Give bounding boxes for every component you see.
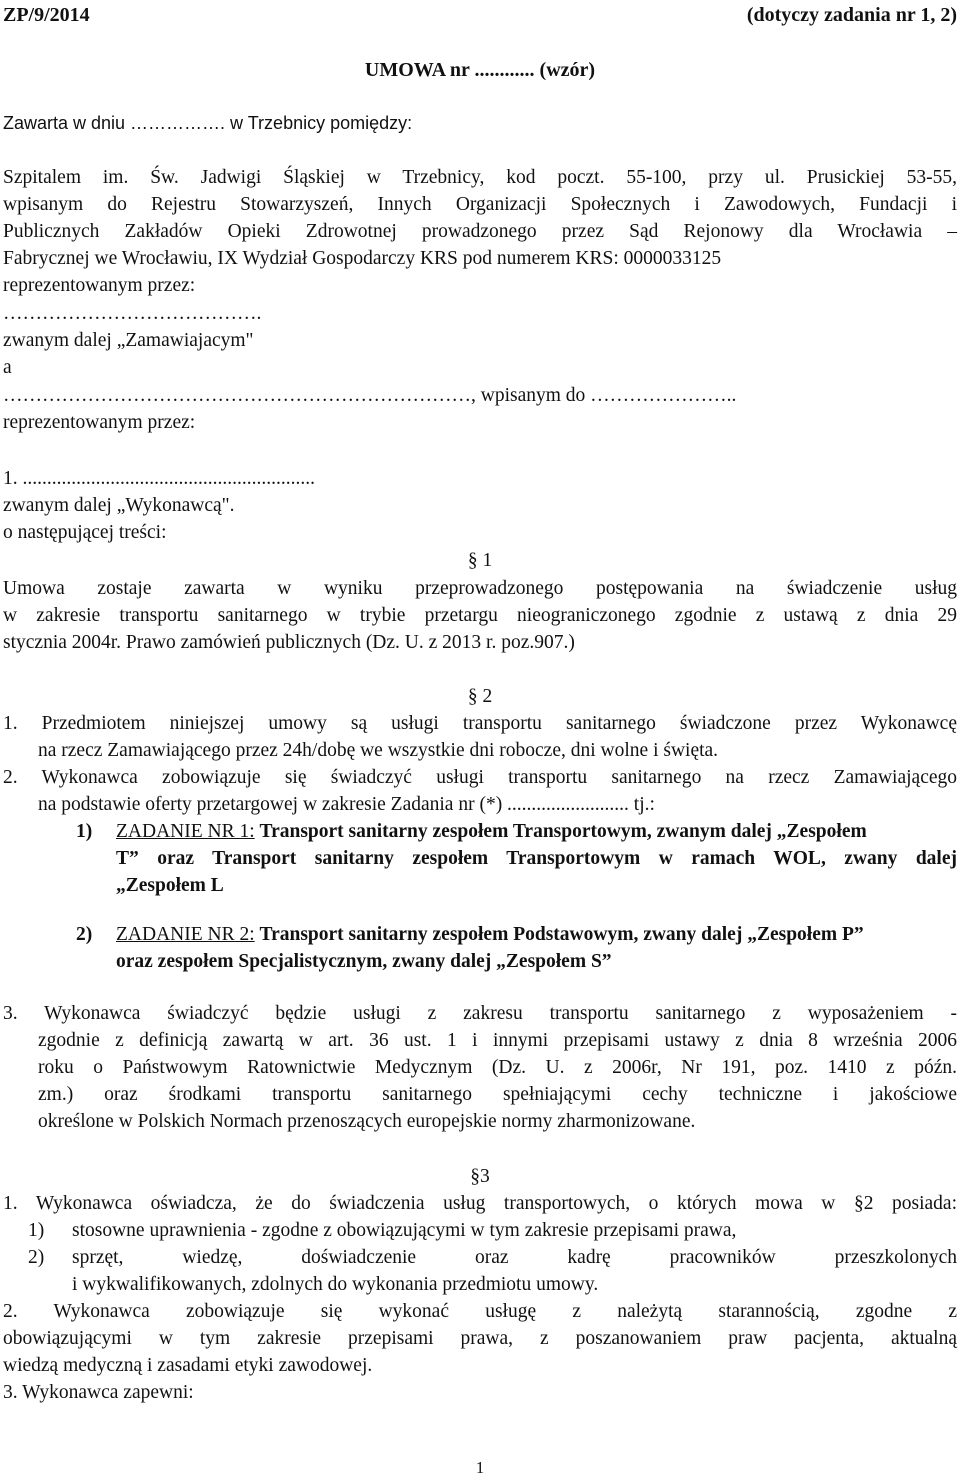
representative-label: reprezentowanym przez: (3, 412, 196, 433)
task-1-line (116, 819, 957, 845)
representative-label: reprezentowanym przez: (3, 275, 196, 296)
ordering-party-alias: zwanym dalej „Zamawiajacym" (3, 330, 254, 351)
section-1-line: stycznia 2004r. Prawo zamówień publicznych (Dz. U. z 2013 r. poz.907.) (3, 632, 575, 653)
party1-line: wpisanym do Rejestru Stowarzyszeń, Innych Organizacji Społecznych i Zawodowych, Fundacji i (3, 194, 957, 215)
section-3-item-2: i wykwalifikowanych, zdolnych do wykonania przedmiotu umowy. (72, 1274, 599, 1295)
section-2-paragraph-3: określone w Polskich Normach przenoszących europejskie normy zharmonizowane. (38, 1111, 696, 1132)
task-1-description: T” oraz Transport sanitarny zespołem Transportowym w ramach WOL, zwany dalej (116, 848, 957, 869)
tasks-reference: (dotyczy zadania nr 1, 2) (746, 4, 957, 26)
section-3-paragraph-2: 2. Wykonawca zobowiązuje się wykonać usługę z należytą starannością, zgodne z (3, 1301, 957, 1322)
section-1-line: Umowa zostaje zawarta w wyniku przeprowadzonego postępowania na świadczenie usług (3, 578, 957, 599)
section-2-paragraph-3: zgodnie z definicją zawartą w art. 36 ust. 1 i innymi przepisami ustawy z dnia 8 września 2006 (38, 1030, 957, 1051)
task-2-number: 2) (76, 924, 93, 945)
conjunction: a (3, 357, 12, 378)
task-1-label: ZADANIE NR 1: (116, 821, 255, 842)
section-1-heading: § 1 (467, 550, 493, 571)
section-2-paragraph-1: na rzecz Zamawiającego przez 24h/dobę we wszystkie dni robocze, dni wolne i święta. (38, 740, 719, 761)
section-3-item-2-number: 2) (28, 1247, 45, 1268)
task-1-description: Transport sanitarny zespołem Transportowym, zwanym dalej „Zespołem (259, 821, 867, 842)
representative-placeholder: …………………………………. (3, 303, 262, 324)
party1-line: Publicznych Zakładów Opieki Zdrowotnej prowadzonego przez Sąd Rejonowy dla Wrocławia – (3, 221, 957, 242)
section-2-paragraph-3: zm.) oraz środkami transportu sanitarnego spełniającymi cechy techniczne i jakościowe (38, 1084, 957, 1105)
section-2-heading: § 2 (467, 686, 493, 707)
task-2-line (116, 922, 957, 948)
section-3-item-1: stosowne uprawnienia - zgodne z obowiązującymi w tym zakresie przepisami prawa, (72, 1220, 737, 1241)
section-3-paragraph-3: 3. Wykonawca zapewni: (3, 1382, 194, 1403)
party1-line: Fabrycznej we Wrocławiu, IX Wydział Gospodarczy KRS pod numerem KRS: 0000033125 (3, 248, 722, 269)
party1-line: Szpitalem im. Św. Jadwigi Śląskiej w Trzebnicy, kod poczt. 55-100, przy ul. Prusickiej 53-55, (3, 167, 957, 188)
task-2-description: oraz zespołem Specjalistycznym, zwany dalej „Zespołem S” (116, 951, 612, 972)
contract-date-line: Zawarta w dniu ……………. w Trzebnicy pomiędzy: (3, 113, 413, 133)
section-3-paragraph-2: obowiązującymi w tym zakresie przepisami prawa, z poszanowaniem praw pacjenta, aktualną (3, 1328, 957, 1349)
section-3-heading: §3 (470, 1166, 490, 1187)
section-2-paragraph-3: 3. Wykonawca świadczyć będzie usługi z zakresu transportu sanitarnego z wyposażeniem - (3, 1003, 957, 1024)
page-number: 1 (475, 1458, 485, 1477)
contractor-representative: 1. ............................................................ (3, 468, 315, 489)
contractor-placeholder: ………………………………………………………………, wpisanym do ………………….. (3, 385, 737, 406)
document-reference: ZP/9/2014 (3, 4, 90, 26)
section-3-item-1-number: 1) (28, 1220, 45, 1241)
section-1-line: w zakresie transportu sanitarnego w trybie przetargu nieograniczonego zgodnie z ustawą z dnia 29 (3, 605, 957, 626)
section-2-paragraph-2: na podstawie oferty przetargowej w zakresie Zadania nr (*) ......................... tj.: (38, 794, 655, 815)
section-3-paragraph-1: 1. Wykonawca oświadcza, że do świadczenia usług transportowych, o których mowa w §2 posiada: (3, 1193, 957, 1214)
section-3-item-2: sprzęt, wiedzę, doświadczenie oraz kadrę pracowników przeszkolonych (72, 1247, 957, 1268)
task-1-description: „Zespołem L (116, 875, 224, 896)
document-title: UMOWA nr ............ (wzór) (364, 59, 596, 81)
task-1-number: 1) (76, 821, 93, 842)
contractor-alias: zwanym dalej „Wykonawcą". (3, 495, 235, 516)
content-intro: o następującej treści: (3, 522, 167, 543)
section-2-paragraph-1: 1. Przedmiotem niniejszej umowy są usługi transportu sanitarnego świadczone przez Wykonawcę (3, 713, 957, 734)
section-2-paragraph-2: 2. Wykonawca zobowiązuje się świadczyć usługi transportu sanitarnego na rzecz Zamawiającego (3, 767, 957, 788)
section-3-paragraph-2: wiedzą medyczną i zasadami etyki zawodowej. (3, 1355, 373, 1376)
task-2-description: Transport sanitarny zespołem Podstawowym, zwany dalej „Zespołem P” (259, 924, 864, 945)
task-2-label: ZADANIE NR 2: (116, 924, 255, 945)
section-2-paragraph-3: roku o Państwowym Ratownictwie Medycznym (Dz. U. z 2006r, Nr 191, poz. 1410 z późn. (38, 1057, 957, 1078)
